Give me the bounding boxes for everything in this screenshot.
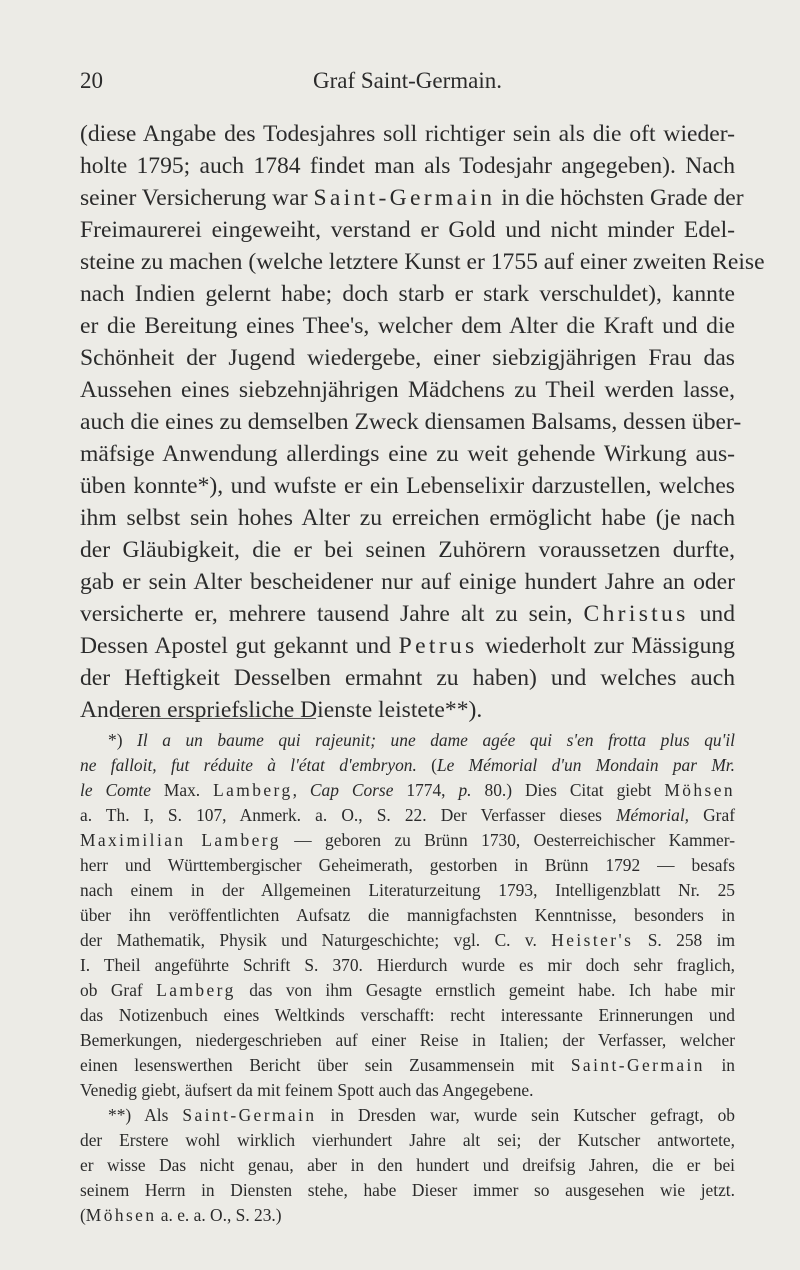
text-run: herr und Württembergischer Geheimerath, gestorben in Brünn 1792 — besafs xyxy=(80,855,735,875)
text-run: a. e. a. O., S. 23.) xyxy=(156,1205,282,1225)
text-run: a. Th. I, S. 107, Anmerk. a. O., S. 22. Der Verfasser dieses xyxy=(80,805,617,825)
text-run: das von ihm Gesagte ernstlich gemeint habe. Ich habe mir xyxy=(235,980,735,1000)
footnote-line xyxy=(80,1053,735,1078)
text-run: *) xyxy=(108,730,138,750)
text-run: Saint-Germain xyxy=(570,1055,705,1075)
text-run: ihm selbst sein hohes Alter zu erreichen ermöglicht habe (je nach xyxy=(80,505,735,531)
body-line xyxy=(80,694,735,726)
text-run: Il a un baume qui rajeunit; une dame agée qui s'en frotta plus qu'il xyxy=(137,730,735,750)
body-line xyxy=(80,182,744,214)
text-run: 1774, xyxy=(393,780,459,800)
body-line xyxy=(80,214,735,246)
running-title: Graf Saint-Germain. xyxy=(312,68,503,93)
footnote-line xyxy=(80,1128,735,1153)
body-line xyxy=(80,118,735,150)
text-run: Freimaurerei eingeweiht, verstand er Gold und nicht minder Edel- xyxy=(80,217,735,243)
body-line xyxy=(80,598,735,630)
text-run: der Erstere wohl wirklich vierhundert Jahre alt sei; der Kutscher antwortete, xyxy=(80,1130,735,1150)
text-run: Lamberg xyxy=(156,980,236,1000)
text-run: ( xyxy=(80,1205,86,1225)
text-run: Graf xyxy=(689,805,735,825)
footnote-line xyxy=(80,953,735,978)
text-run: holte 1795; auch 1784 findet man als Todesjahr angegeben). Nach xyxy=(80,153,735,179)
text-run: Dessen Apostel gut gekannt und xyxy=(80,633,399,659)
text-run: Schönheit der Jugend wiedergebe, einer siebzigjährigen Frau das xyxy=(80,345,735,371)
text-run: gab er sein Alter bescheidener nur auf einige hundert Jahre an oder xyxy=(80,569,735,595)
text-run: wiederholt zur Mässigung xyxy=(477,633,735,659)
text-run: auch die eines zu demselben Zweck diensamen Balsams, dessen über- xyxy=(80,409,742,435)
body-line xyxy=(80,246,765,278)
text-run: Lamberg xyxy=(213,780,293,800)
text-run: Christus xyxy=(583,601,689,627)
text-run: in die höchsten Grade der xyxy=(495,185,744,211)
text-run: I. Theil angeführte Schrift S. 370. Hierdurch wurde es mir doch sehr fraglich, xyxy=(80,955,735,975)
text-run: Petrus xyxy=(398,633,478,659)
text-run: er die Bereitung eines Thee's, welcher dem Alter die Kraft und die xyxy=(80,313,735,339)
footnote-line xyxy=(80,878,735,903)
text-run: Maximilian Lamberg xyxy=(80,830,281,850)
text-run: steine zu machen (welche letztere Kunst er 1755 auf einer zweiten Reise xyxy=(80,249,765,275)
text-run: in Dresden war, wurde sein Kutscher gefragt, ob xyxy=(316,1105,735,1125)
footnote-line xyxy=(80,1003,735,1028)
text-run: mäfsige Anwendung allerdings eine zu weit gehende Wirkung aus- xyxy=(80,441,735,467)
text-run: Saint-Germain xyxy=(313,185,496,211)
text-run: p. xyxy=(458,780,472,800)
body-line xyxy=(80,502,735,534)
text-run: Cap Corse xyxy=(309,780,394,800)
footnote-separator xyxy=(118,718,316,719)
text-run: Möhsen xyxy=(664,780,735,800)
text-run: 80.) Dies Citat giebt xyxy=(471,780,665,800)
body-line xyxy=(80,342,735,374)
text-run: (diese Angabe des Todesjahres soll richtiger sein als die oft wieder- xyxy=(80,121,735,147)
text-run: Le Mémorial d'un Mondain par Mr. xyxy=(436,755,735,775)
text-run: und xyxy=(688,601,735,627)
footnote-line xyxy=(80,1103,735,1128)
text-run: le Comte xyxy=(80,780,151,800)
footnote-line xyxy=(80,1153,735,1178)
text-run: der Heftigkeit Desselben ermahnt zu haben) und welches auch xyxy=(80,665,735,691)
footnotes xyxy=(80,728,735,1228)
main-text xyxy=(80,118,765,726)
text-run: Anderen erspriefsliche Dienste leistete**). xyxy=(80,697,483,723)
text-run: ob Graf xyxy=(80,980,157,1000)
body-line xyxy=(80,406,742,438)
footnote-line xyxy=(80,803,735,828)
body-line xyxy=(80,630,735,662)
footnote-line xyxy=(80,1203,735,1228)
text-run: das Notizenbuch eines Weltkinds verschafft: recht interessante Erinnerungen und xyxy=(80,1005,735,1025)
text-run: Venedig giebt, äufsert da mit feinem Spott auch das Angegebene. xyxy=(80,1080,534,1100)
text-run: ( xyxy=(416,755,437,775)
footnote-line xyxy=(80,1028,735,1053)
body-line xyxy=(80,278,735,310)
text-run: üben konnte*), und wufste er ein Lebenselixir darzustellen, welches xyxy=(80,473,735,499)
footnote-line xyxy=(80,728,735,753)
text-run: der Gläubigkeit, die er bei seinen Zuhörern voraussetzen durfte, xyxy=(80,537,735,563)
text-run: in xyxy=(704,1055,735,1075)
text-run: seiner Versicherung war xyxy=(80,185,314,211)
footnote-line xyxy=(80,1178,735,1203)
text-run: Heister's xyxy=(551,930,634,950)
text-run: einen lesenswerthen Bericht über sein Zusammensein mit xyxy=(80,1055,571,1075)
text-run: — geboren zu Brünn 1730, Oesterreichischer Kammer- xyxy=(280,830,736,850)
text-run: ne falloit, fut réduite à l'état d'embryon. xyxy=(80,755,417,775)
text-run: , xyxy=(292,780,310,800)
text-run: Mémorial, xyxy=(616,805,689,825)
text-run: nach Indien gelernt habe; doch starb er stark verschuldet), kannte xyxy=(80,281,735,307)
text-run: über ihn veröffentlichten Aufsatz die mannigfachsten Kenntnisse, besonders in xyxy=(80,905,735,925)
body-line xyxy=(80,470,735,502)
text-run: er wisse Das nicht genau, aber in den hundert und dreifsig Jahren, die er bei xyxy=(80,1155,735,1175)
body-line xyxy=(80,566,735,598)
text-run: versicherte er, mehrere tausend Jahre alt zu sein, xyxy=(80,601,584,627)
text-run: Saint-Germain xyxy=(182,1105,317,1125)
running-head xyxy=(80,66,735,96)
text-run: S. 258 im xyxy=(633,930,735,950)
footnote-line xyxy=(80,778,735,803)
text-run: seinem Herrn in Diensten stehe, habe Dieser immer so ausgesehen wie jetzt. xyxy=(80,1180,735,1200)
footnote-line xyxy=(80,753,735,778)
body-line xyxy=(80,150,735,182)
footnote-line xyxy=(80,928,735,953)
footnote-line xyxy=(80,978,735,1003)
text-run: **) Als xyxy=(108,1105,183,1125)
text-run: der Mathematik, Physik und Naturgeschichte; vgl. C. v. xyxy=(80,930,552,950)
footnote-line xyxy=(80,828,735,853)
text-run: Bemerkungen, niedergeschrieben auf einer Reise in Italien; der Verfasser, welcher xyxy=(80,1030,735,1050)
body-line xyxy=(80,374,735,406)
body-line xyxy=(80,662,735,694)
body-line xyxy=(80,534,735,566)
text-run: nach einem in der Allgemeinen Literaturzeitung 1793, Intelligenzblatt Nr. 25 xyxy=(80,880,735,900)
body-line xyxy=(80,438,735,470)
body-line xyxy=(80,310,735,342)
text-run: Aussehen eines siebzehnjährigen Mädchens zu Theil werden lasse, xyxy=(80,377,735,403)
page-number: 20 xyxy=(80,68,103,93)
footnote-line xyxy=(80,1078,735,1103)
footnote-line xyxy=(80,903,735,928)
footnote-line xyxy=(80,853,735,878)
text-run: Max. xyxy=(150,780,214,800)
text-run: Möhsen xyxy=(85,1205,157,1225)
